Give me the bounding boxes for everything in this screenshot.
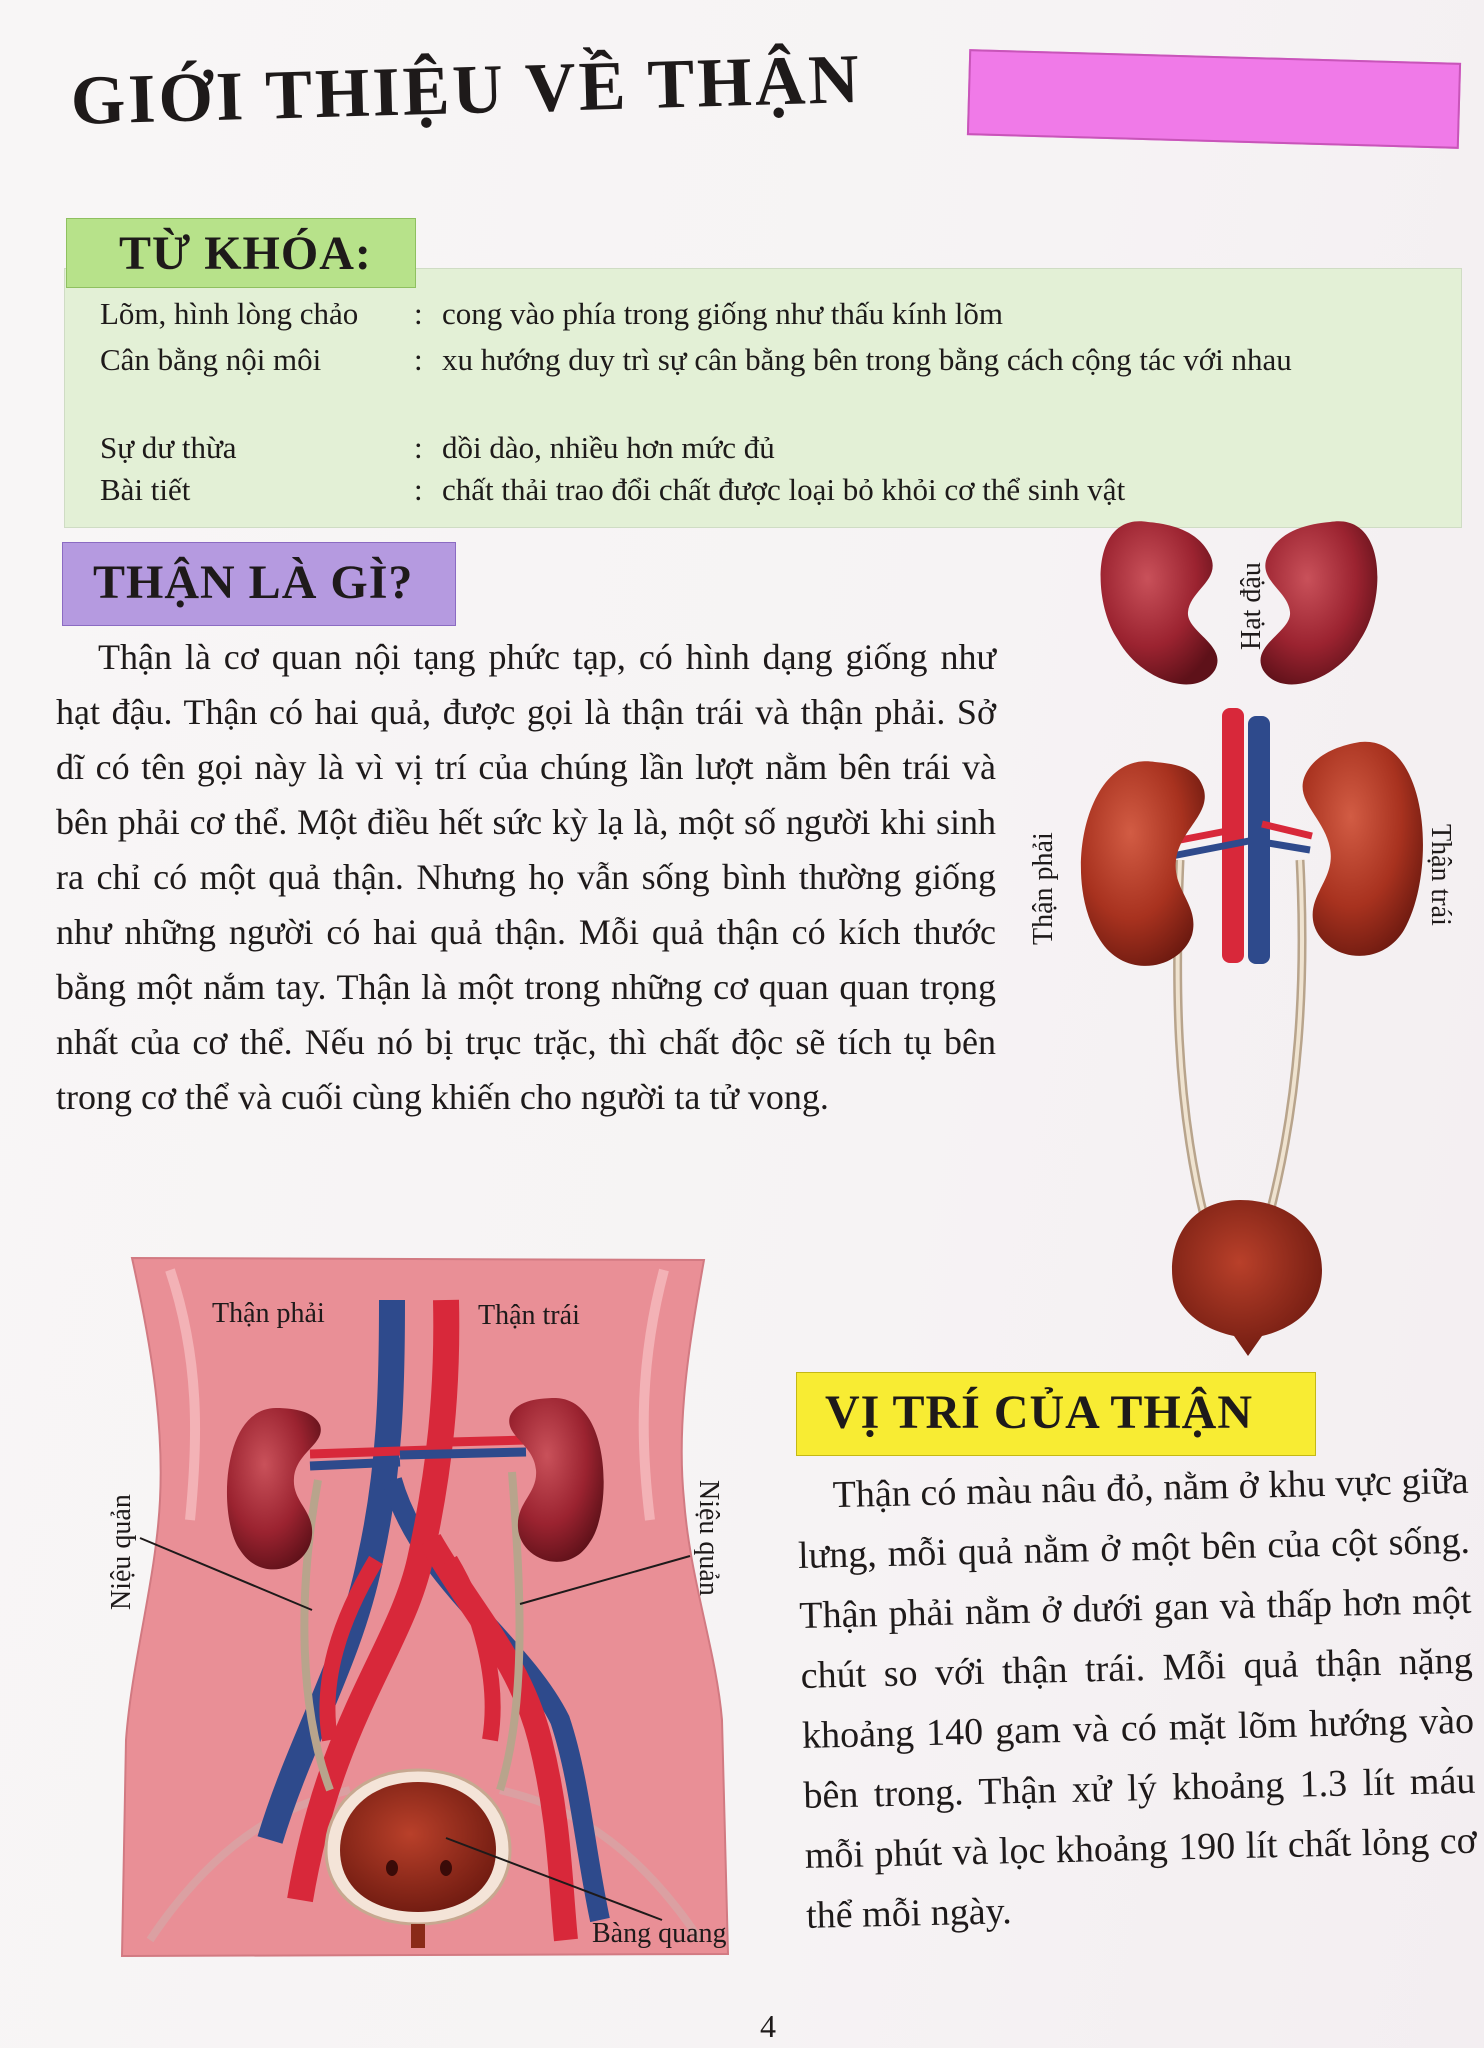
keyword-term: Bài tiết: [100, 472, 191, 507]
section-body-kidney-location: Thận có màu nâu đỏ, nằm ở khu vực giữa lưng, mỗi quả nằm ở một bên của cột sống. Thận phải nằm ở dưới gan và thấp hơn một chút so với thận trái. Mỗi quả thận nặng khoảng 140 gam và có mặt lõm hướng vào bên trong. Thận xử lý khoảng 1.3 lít máu mỗi phút và lọc khoảng 190 lít chất lỏng cơ thể mỗi ngày.: [797, 1459, 1478, 1937]
urinary-kidney-right: [1081, 761, 1205, 966]
label-ureter-left: Niệu quản: [106, 1494, 137, 1610]
label-bean: Hạt đậu: [1236, 562, 1267, 650]
keyword-colon: :: [414, 472, 423, 507]
label-urinary-right-kidney: Thận phải: [1028, 832, 1059, 945]
keyword-definition: cong vào phía trong giống như thấu kính lõm: [442, 296, 1003, 331]
keyword-definition: xu hướng duy trì sự cân bằng bên trong bằng cách cộng tác với nhau: [442, 342, 1292, 377]
urinary-system-diagram: [1081, 708, 1423, 1356]
keyword-heading: TỪ KHÓA:: [66, 218, 416, 288]
keyword-colon: :: [414, 342, 423, 377]
label-body-right-kidney: Thận phải: [212, 1298, 325, 1329]
bean-kidney-right: [1260, 521, 1377, 684]
keyword-definition: dồi dào, nhiều hơn mức đủ: [442, 430, 775, 465]
label-body-left-kidney: Thận trái: [478, 1300, 580, 1331]
page-number: 4: [760, 2008, 776, 2044]
aorta: [1222, 708, 1244, 963]
keyword-term: Sự dư thừa: [100, 430, 237, 465]
urinary-bladder: [1172, 1200, 1322, 1356]
section-heading-kidney-location: VỊ TRÍ CỦA THẬN: [796, 1372, 1316, 1456]
label-ureter-right: Niệu quản: [693, 1480, 724, 1596]
keyword-colon: :: [414, 430, 423, 465]
section-body-what-is-kidney: Thận là cơ quan nội tạng phức tạp, có hình dạng giống như hạt đậu. Thận có hai quả, được gọi là thận trái và thận phải. Sở dĩ có tên gọi này là vì vị trí của chúng lần lượt nằm bên trái và bên phải cơ thể. Một điều hết sức kỳ lạ là, một số người khi sinh ra chỉ có một quả thận. Nhưng họ vẫn sống bình thường giống như những người có hai quả thận. Mỗi quả thận có kích thước bằng một nắm tay. Thận là một trong những cơ quan quan trọng nhất của cơ thể. Nếu nó bị trục trặc, thì chất độc sẽ tích tụ bên trong cơ thể và cuối cùng khiến cho người ta tử vong.: [56, 637, 996, 1117]
keyword-term: Cân bằng nội môi: [100, 342, 322, 377]
section-heading-what-is-kidney: THẬN LÀ GÌ?: [62, 542, 456, 626]
keyword-term: Lõm, hình lòng chảo: [100, 296, 359, 331]
label-bladder: Bàng quang: [592, 1918, 727, 1949]
urinary-kidney-left: [1303, 742, 1423, 956]
bean-kidney-left: [1101, 521, 1218, 684]
body-kidney-diagram: [122, 1258, 728, 1956]
page-title: GIỚI THIỆU VỀ THẬN: [69, 40, 863, 141]
label-urinary-left-kidney: Thận trái: [1425, 824, 1456, 926]
keyword-definition: chất thải trao đổi chất được loại bỏ khỏi cơ thể sinh vật: [442, 472, 1126, 507]
keyword-colon: :: [414, 296, 423, 331]
